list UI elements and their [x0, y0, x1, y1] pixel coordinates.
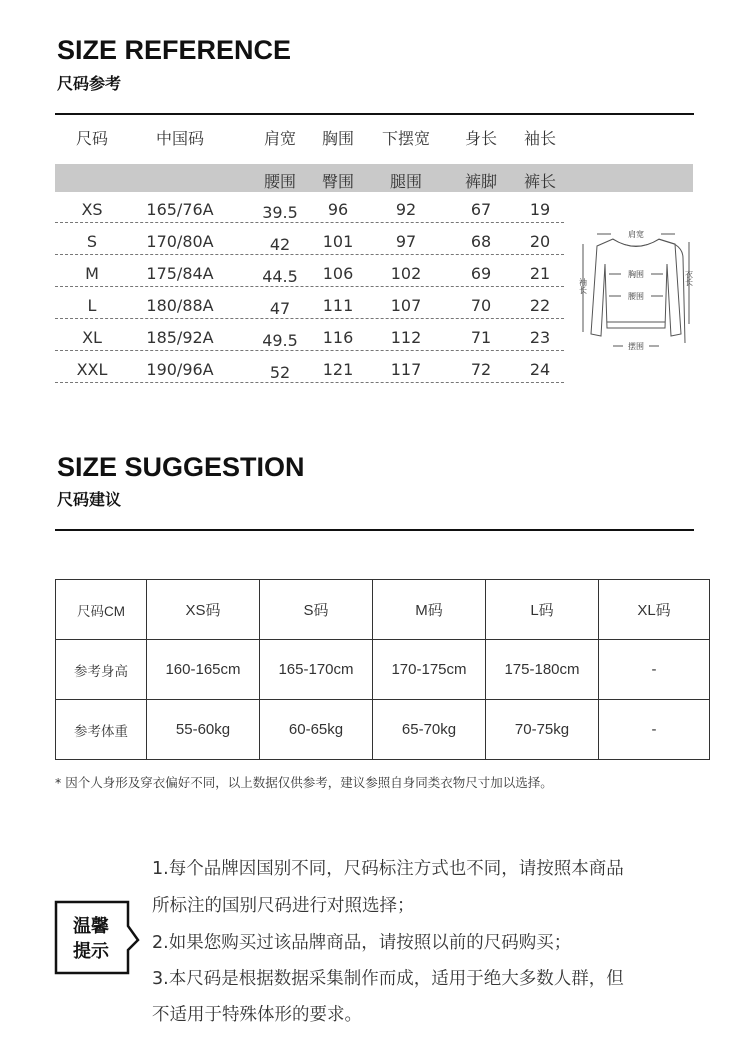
column-header: 尺码	[75, 129, 109, 148]
column-header: 下摆宽	[381, 129, 431, 148]
size-value: 42	[269, 235, 291, 254]
header-cell: L码	[486, 580, 599, 640]
size-suggestion-title: SIZE SUGGESTION	[57, 452, 305, 482]
size-value: 39.5	[262, 203, 298, 222]
size-value: 111	[322, 296, 354, 315]
size-value: 170/80A	[146, 232, 214, 251]
cell: 70-75kg	[486, 700, 599, 760]
size-value: 21	[529, 264, 551, 283]
tip-line: 3.本尺码是根据数据采集制作而成，适用于绝大多数人群，但	[152, 969, 624, 989]
row-divider	[55, 350, 564, 351]
tips-badge	[54, 900, 144, 976]
size-value: 107	[390, 296, 422, 315]
header-cell: XS码	[147, 580, 260, 640]
row-label: 参考体重	[56, 700, 147, 760]
size-value: 121	[322, 360, 354, 379]
size-label: M	[85, 264, 99, 283]
header-cell: S码	[260, 580, 373, 640]
tip-line: 1.每个品牌因国别不同，尺码标注方式也不同，请按照本商品	[152, 859, 624, 879]
size-value: 67	[470, 200, 492, 219]
size-value: 165/76A	[146, 200, 214, 219]
size-value: 106	[322, 264, 354, 283]
size-value: 44.5	[262, 267, 298, 286]
size-label: XL	[82, 328, 102, 347]
size-reference-subtitle: 尺码参考	[57, 74, 122, 93]
size-suggestion-table	[55, 579, 710, 760]
table-row	[56, 700, 710, 760]
column-header: 肩宽	[263, 129, 297, 148]
diagram-sleeve-label: 袖长	[578, 278, 588, 294]
cell: 55-60kg	[147, 700, 260, 760]
table-header-row	[56, 580, 710, 640]
size-value: 116	[322, 328, 354, 347]
table-row	[56, 640, 710, 700]
size-value: 23	[529, 328, 551, 347]
row-divider	[55, 222, 564, 223]
size-value: 185/92A	[146, 328, 214, 347]
diagram-waist-label: 腰围	[628, 292, 644, 301]
size-suggestion-subtitle: 尺码建议	[57, 490, 122, 509]
disclaimer-note: * 因个人身形及穿衣偏好不同，以上数据仅供参考，建议参照自身同类衣物尺寸加以选择。	[55, 775, 553, 790]
size-label: L	[87, 296, 97, 315]
column-subheader: 臀围	[321, 172, 355, 191]
cell: 170-175cm	[373, 640, 486, 700]
size-value: 117	[390, 360, 422, 379]
size-value: 72	[470, 360, 492, 379]
header-cell: M码	[373, 580, 486, 640]
size-value: 102	[390, 264, 422, 283]
size-value: 96	[327, 200, 349, 219]
diagram-hem-label: 摆围	[628, 342, 644, 351]
size-value: 190/96A	[146, 360, 214, 379]
cell: -	[599, 700, 710, 760]
row-label: 参考身高	[56, 640, 147, 700]
subheader-band	[55, 164, 693, 192]
cell: 175-180cm	[486, 640, 599, 700]
cell: 65-70kg	[373, 700, 486, 760]
row-divider	[55, 254, 564, 255]
size-value: 52	[269, 363, 291, 382]
column-subheader: 腿围	[389, 172, 423, 191]
divider	[55, 113, 694, 115]
size-value: 112	[390, 328, 422, 347]
cell: -	[599, 640, 710, 700]
garment-diagram	[575, 224, 697, 356]
size-value: 22	[529, 296, 551, 315]
row-divider	[55, 286, 564, 287]
column-header: 胸围	[321, 129, 355, 148]
row-divider	[55, 318, 564, 319]
cell: 60-65kg	[260, 700, 373, 760]
size-value: 20	[529, 232, 551, 251]
header-cell: XL码	[599, 580, 710, 640]
diagram-shoulder-label: 肩宽	[628, 230, 644, 239]
size-label: XXL	[76, 360, 108, 379]
header-cell: 尺码CM	[56, 580, 147, 640]
diagram-length-label: 衣长	[684, 270, 694, 286]
size-value: 71	[470, 328, 492, 347]
tip-line: 不适用于特殊体形的要求。	[152, 1005, 362, 1025]
tips-badge-line1: 温馨	[73, 916, 109, 937]
size-value: 70	[470, 296, 492, 315]
size-value: 97	[395, 232, 417, 251]
diagram-chest-label: 胸围	[628, 270, 644, 279]
column-header: 袖长	[523, 129, 557, 148]
size-value: 180/88A	[146, 296, 214, 315]
size-value: 69	[470, 264, 492, 283]
cell: 165-170cm	[260, 640, 373, 700]
column-subheader: 裤脚	[464, 172, 498, 191]
column-header: 身长	[464, 129, 498, 148]
size-value: 101	[322, 232, 354, 251]
size-label: S	[86, 232, 98, 251]
size-value: 24	[529, 360, 551, 379]
size-value: 92	[395, 200, 417, 219]
tips-badge-line2: 提示	[73, 941, 109, 962]
row-divider	[55, 382, 564, 383]
size-value: 47	[269, 299, 291, 318]
size-value: 49.5	[262, 331, 298, 350]
column-subheader: 裤长	[523, 172, 557, 191]
cell: 160-165cm	[147, 640, 260, 700]
size-value: 68	[470, 232, 492, 251]
size-label: XS	[81, 200, 103, 219]
size-value: 175/84A	[146, 264, 214, 283]
tip-line: 所标注的国别尺码进行对照选择；	[152, 896, 415, 916]
size-reference-title: SIZE REFERENCE	[57, 35, 292, 65]
tip-line: 2.如果您购买过该品牌商品，请按照以前的尺码购买；	[152, 933, 572, 953]
size-value: 19	[529, 200, 551, 219]
column-subheader: 腰围	[263, 172, 297, 191]
divider	[55, 529, 694, 531]
column-header: 中国码	[155, 129, 205, 148]
